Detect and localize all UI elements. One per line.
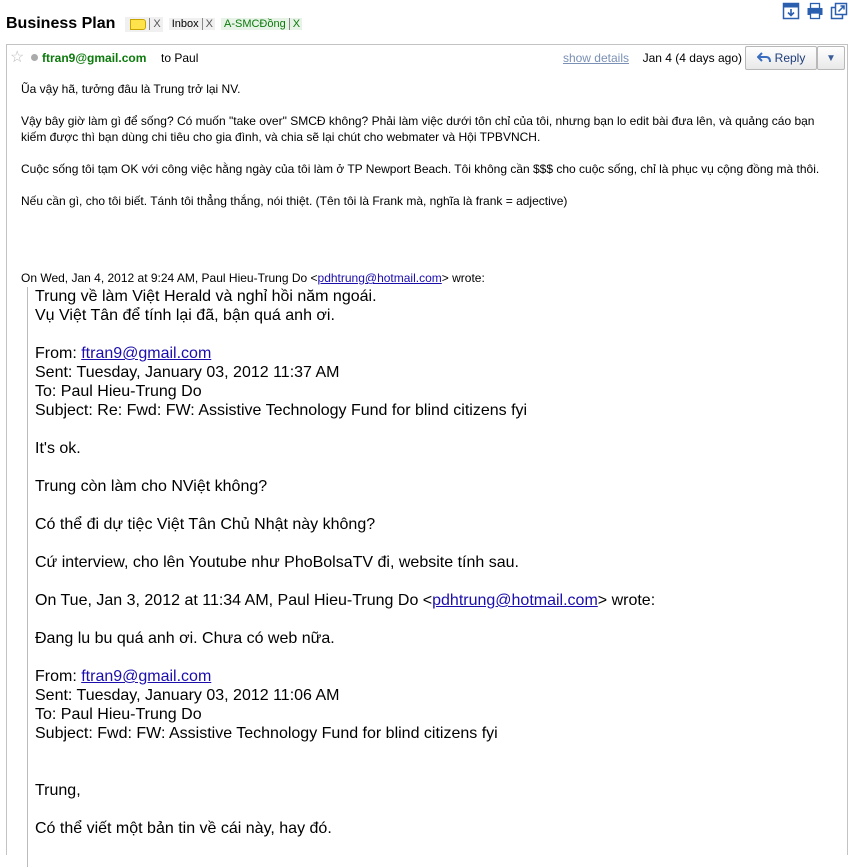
quoted-blank xyxy=(35,420,852,439)
quoted-subject: Subject: Fwd: FW: Assistive Technology Fund for blind citizens fyi xyxy=(35,725,498,742)
quoted-line: Có thể viết một bản tin về cái này, hay đó. xyxy=(35,820,332,837)
quoted-text xyxy=(27,287,852,867)
subject-bar xyxy=(6,12,308,36)
quoted-line: Vụ Việt Tân để tính lại đã, bận quá anh ơi. xyxy=(35,307,335,324)
quoted-blank xyxy=(35,496,852,515)
quoted-from xyxy=(35,344,852,363)
message-header xyxy=(7,45,847,71)
quoted-subject: Subject: Re: Fwd: FW: Assistive Technology Fund for blind citizens fyi xyxy=(35,402,528,419)
presence-dot-icon xyxy=(31,54,38,61)
chevron-down-icon: ▼ xyxy=(826,52,836,64)
attribution-email-link[interactable]: pdhtrung@hotmail.com xyxy=(432,592,598,609)
label-remove-x[interactable]: X xyxy=(149,18,162,30)
quoted-blank xyxy=(35,762,852,781)
quoted-blank xyxy=(35,610,852,629)
reply-label: Reply xyxy=(774,51,806,65)
quoted-blank xyxy=(35,648,852,667)
quoted-line: Trung, xyxy=(35,782,81,799)
reply-button[interactable] xyxy=(745,46,817,70)
quoted-sent: Sent: Tuesday, January 03, 2012 11:06 AM xyxy=(35,687,340,704)
quoted-from xyxy=(35,667,852,686)
attribution-suffix: > wrote: xyxy=(597,592,656,609)
from-email-link[interactable]: ftran9@gmail.com xyxy=(81,345,212,362)
quoted-blank xyxy=(35,458,852,477)
quoted-sent: Sent: Tuesday, January 03, 2012 11:37 AM xyxy=(35,364,340,381)
message-body xyxy=(21,81,831,225)
quoted-blank xyxy=(35,534,852,553)
label-color-swatch xyxy=(130,19,146,30)
message-card xyxy=(6,44,848,855)
from-label: From: xyxy=(35,668,82,685)
body-paragraph: Cuộc sống tôi tạm OK với công việc hằng ngày của tôi làm ở TP Newport Beach. Tôi không cần $$$ cho cuộc sống, chỉ là phục vụ cộng đồng mà thôi. xyxy=(21,162,820,176)
from-label: From: xyxy=(35,345,82,362)
message-date: Jan 4 (4 days ago) xyxy=(642,51,742,65)
attribution-prefix: On Wed, Jan 4, 2012 at 9:24 AM, Paul Hieu-Trung Do < xyxy=(21,271,318,285)
quoted-to: To: Paul Hieu-Trung Do xyxy=(35,706,202,723)
quoted-blank xyxy=(35,800,852,819)
label-chip-inbox[interactable] xyxy=(169,17,215,32)
recipient-text: to Paul xyxy=(161,51,199,65)
quoted-line: Trung còn làm cho NViệt không? xyxy=(35,478,268,495)
body-paragraph: Ũa vậy hã, tưởng đâu là Trung trở lại NV. xyxy=(21,82,241,96)
attribution-email-link[interactable]: pdhtrung@hotmail.com xyxy=(317,271,442,285)
quoted-blank xyxy=(35,325,852,344)
quoted-blank xyxy=(35,572,852,591)
quoted-line: It's ok. xyxy=(35,440,81,457)
quoted-to: To: Paul Hieu-Trung Do xyxy=(35,383,202,400)
archive-icon[interactable] xyxy=(782,2,800,20)
print-icon[interactable] xyxy=(806,2,824,20)
label-name: A-SMCĐồng xyxy=(221,18,289,30)
quoted-blank xyxy=(35,743,852,762)
star-icon[interactable]: ☆ xyxy=(10,49,25,66)
reply-arrow-icon xyxy=(757,52,771,64)
sender-email[interactable]: ftran9@gmail.com xyxy=(42,51,147,65)
quote-attribution xyxy=(21,271,485,285)
quoted-line: Cứ interview, cho lên Youtube như PhoBolsaTV đi, website tính sau. xyxy=(35,554,519,571)
label-chip-yellow[interactable] xyxy=(125,17,162,32)
thread-subject: Business Plan xyxy=(6,15,116,32)
more-options-button[interactable] xyxy=(817,46,845,70)
show-details-link[interactable]: show details xyxy=(562,51,629,65)
body-paragraph: Nếu cần gì, cho tôi biết. Tánh tôi thẳng thắng, nói thiệt. (Tên tôi là Frank mà, nghĩa là frank = adjective) xyxy=(21,194,568,208)
quoted-line: Trung về làm Việt Herald và nghỉ hồi năm ngoái. xyxy=(35,288,377,305)
quoted-line: Đang lu bu quá anh ơi. Chưa có web nữa. xyxy=(35,630,335,647)
body-paragraph: Vậy bây giờ làm gì để sống? Có muốn "take over" SMCĐ không? Phải làm việc dưới tôn chỉ của tôi, nhưng bạn lo edit bài đưa lên, và quảng cáo bạn kiếm được thì bạn dùng chi tiêu cho gia đình, và chia sẽ lại chút cho webmater và Hội TPBVNCH. xyxy=(21,114,815,144)
label-remove-x[interactable]: X xyxy=(202,18,215,30)
label-name: Inbox xyxy=(169,18,202,30)
quoted-line: Có thể đi dự tiệc Việt Tân Chủ Nhật này không? xyxy=(35,516,376,533)
new-window-icon[interactable] xyxy=(830,2,848,20)
attribution-suffix: > wrote: xyxy=(441,271,485,285)
from-email-link[interactable]: ftran9@gmail.com xyxy=(81,668,212,685)
attribution-prefix: On Tue, Jan 3, 2012 at 11:34 AM, Paul Hieu-Trung Do < xyxy=(35,592,433,609)
thread-actions xyxy=(782,2,848,20)
quoted-attribution xyxy=(35,591,852,610)
label-remove-x[interactable]: X xyxy=(289,18,302,30)
label-chip-smcdong[interactable] xyxy=(221,17,302,32)
